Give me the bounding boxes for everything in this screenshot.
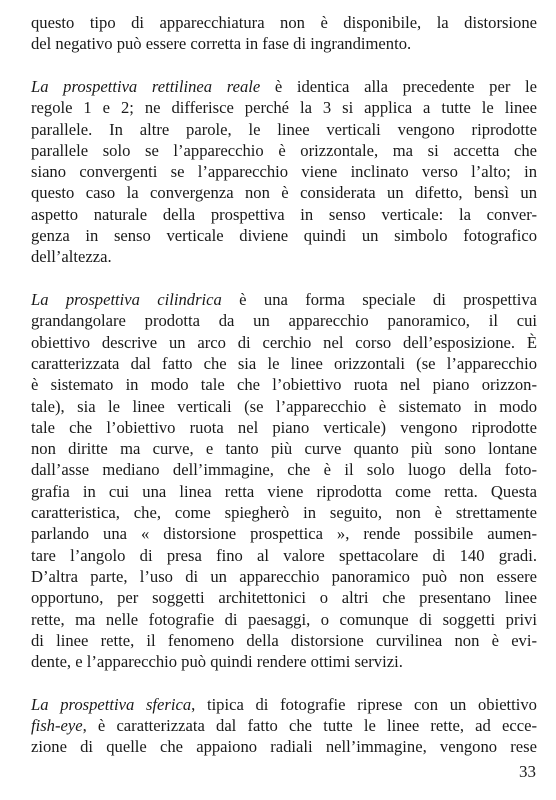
text-line: tale che l’obiettivo ruota nel piano verticale) vengono riprodotte — [31, 417, 537, 437]
text-line: caratterizzata dal fatto che sia le linee orizzontali (se l’apparecchio — [31, 353, 537, 373]
paragraph-rettilinea — [31, 76, 537, 268]
text-line: aspetto naturale della prospettiva in senso verticale: la conver- — [31, 204, 537, 224]
text-line: dente, e l’apparecchio può quindi rendere ottimi servizi. — [31, 652, 403, 672]
term-italic: La prospettiva cilindrica — [31, 290, 222, 310]
term-italic: La prospettiva sferica — [31, 694, 192, 714]
text-line: siano convergenti se l’apparecchio viene inclinato verso l’alto; in — [31, 162, 537, 182]
text-line: di linee rette, il fenomeno della distorsione curvilinea non è evi- — [31, 630, 537, 650]
paragraph-sferica — [31, 694, 537, 758]
text-line: parallele. In altre parole, le linee verticali vengono riprodotte — [31, 119, 537, 139]
text-line: dall’asse mediano dell’immagine, che è il solo luogo della foto- — [31, 460, 537, 480]
text-line: non diritte ma curve, e tanto più curve quanto più sono lontane — [31, 439, 537, 459]
text-line: tale), sia le linee verticali (se l’apparecchio è sistemato in modo — [31, 396, 537, 416]
text-line: tare l’angolo di presa fino al valore spettacolare di 140 gradi. — [31, 545, 537, 565]
text-line: questo caso la convergenza non è considerata un difetto, bensì un — [31, 183, 537, 203]
text-line: parlando una « distorsione prospettica », rende possibile aumen- — [31, 524, 537, 544]
text-body — [31, 12, 537, 758]
text-line: caratteristica, che, come spiegherò in seguito, non è strettamente — [31, 503, 537, 523]
text-line: La prospettiva cilindrica è una forma speciale di prospettiva — [31, 290, 537, 310]
paragraph-1 — [31, 12, 537, 55]
text-line: questo tipo di apparecchiatura non è disponibile, la distorsione — [31, 13, 537, 32]
text-line: grafia in cui una linea retta viene riprodotta come retta. Questa — [31, 481, 537, 501]
text-line: rette, ma nelle fotografie di paesaggi, o comunque di soggetti privi — [31, 609, 537, 629]
text-line: regole 1 e 2; ne differisce perché la 3 si applica a tutte le linee — [31, 98, 537, 118]
text-line: grandangolare prodotta da un apparecchio panoramico, il cui — [31, 311, 537, 331]
text-line: La prospettiva rettilinea reale è identica alla precedente per le — [31, 76, 537, 96]
text-line: obiettivo descrive un arco di cerchio nel corso dell’esposizione. È — [31, 332, 537, 352]
text-line: è sistemato in modo tale che l’obiettivo ruota nel piano orizzon- — [31, 375, 537, 395]
text-line: opportuno, per soggetti architettonici o altri che presentano linee — [31, 588, 537, 608]
text-line: parallele solo se l’apparecchio è orizzontale, ma si accetta che — [31, 140, 537, 160]
paragraph-cilindrica — [31, 289, 537, 672]
term-italic: fish-eye — [31, 716, 83, 736]
text-line: La prospettiva sferica, tipica di fotografie riprese con un obiettivo — [31, 694, 537, 714]
text-line: del negativo può essere corretta in fase di ingrandimento. — [31, 34, 412, 54]
text-line: fish-eye, è caratterizzata dal fatto che tutte le linee rette, ad ecce- — [31, 716, 537, 736]
text-line: zione di quelle che appaiono radiali nell’immagine, vengono rese — [31, 737, 537, 757]
text-line: genza in senso verticale diviene quindi un simbolo fotografico — [31, 226, 537, 246]
text-line: D’altra parte, l’uso di un apparecchio panoramico può non essere — [31, 566, 537, 586]
term-italic: La prospettiva rettilinea reale — [31, 76, 261, 96]
page-number: 33 — [519, 762, 536, 781]
text-line: dell’altezza. — [31, 247, 112, 267]
